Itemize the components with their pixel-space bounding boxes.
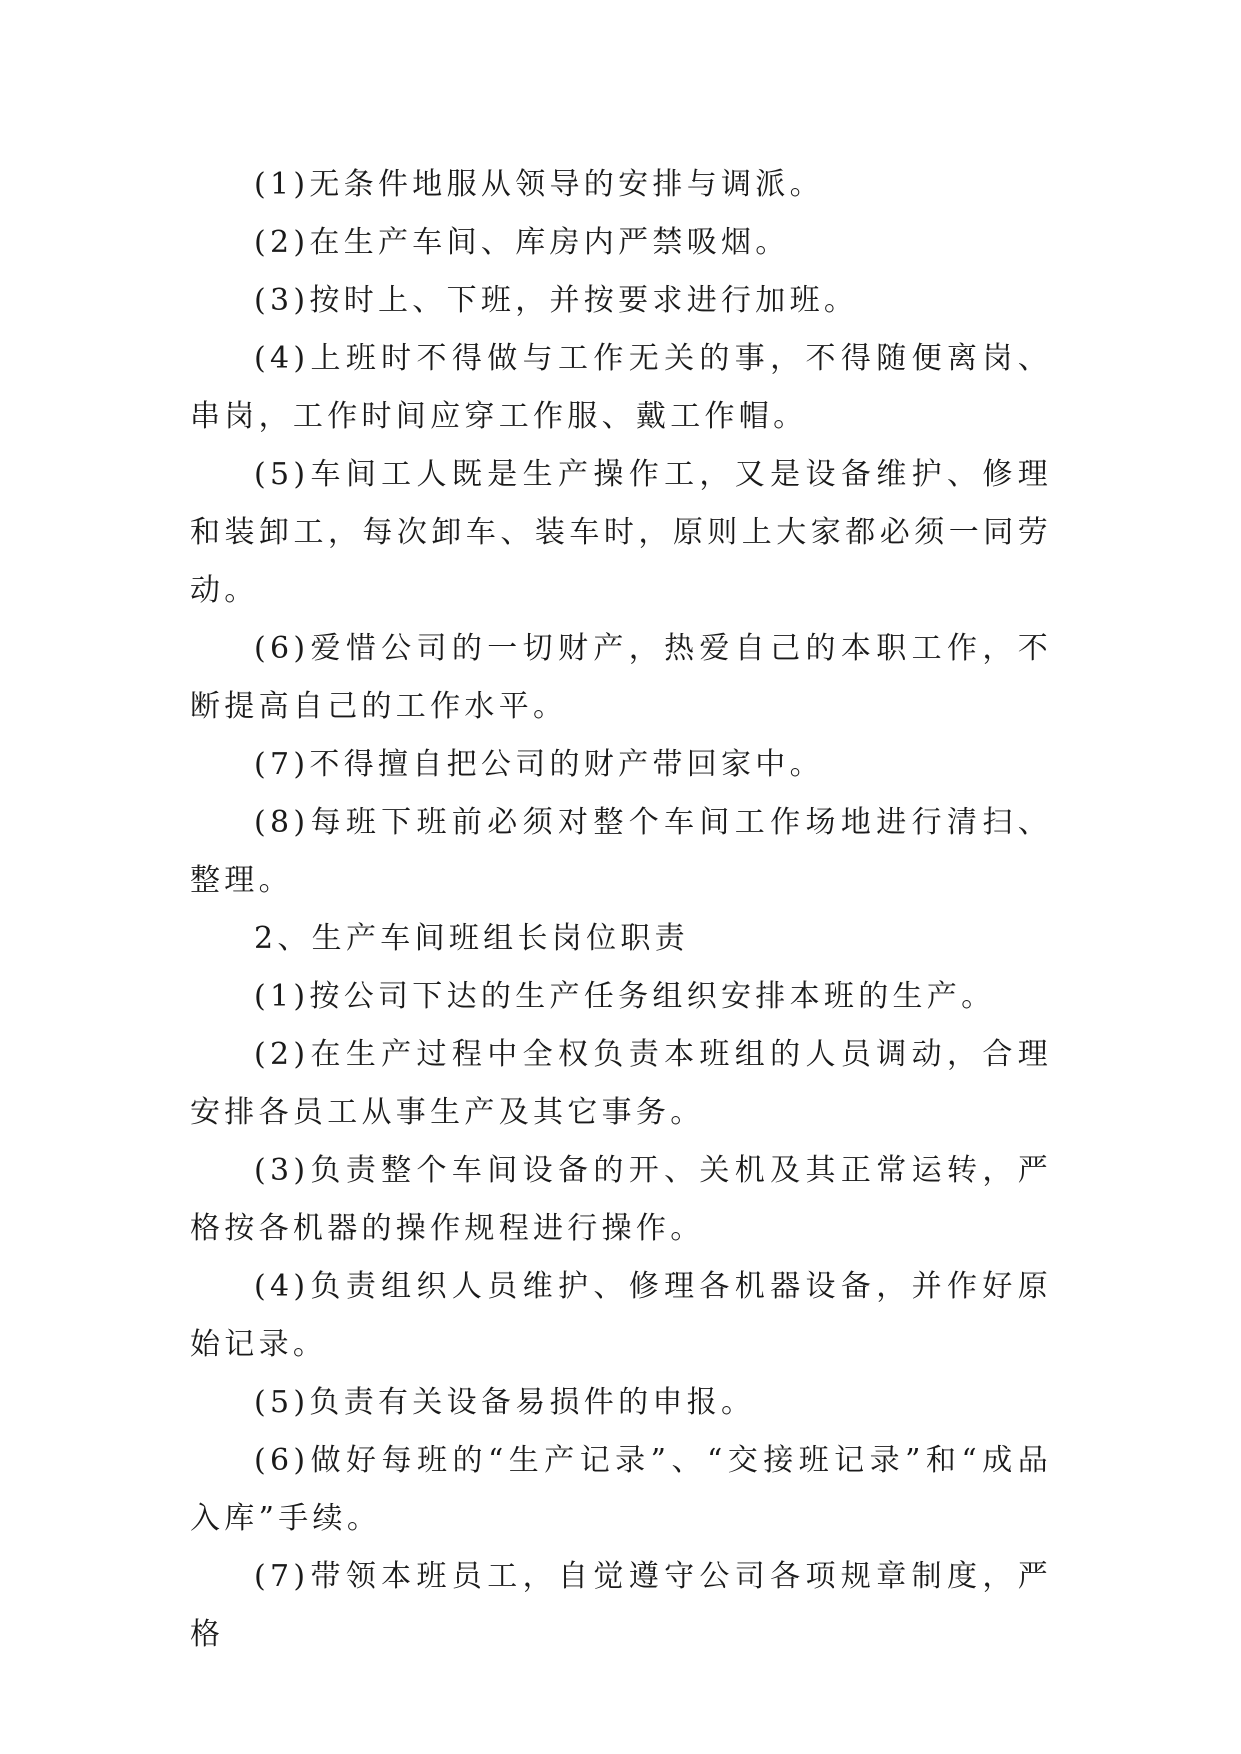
paragraph-leader-duty-5: (5)负责有关设备易损件的申报。 <box>254 1385 756 1420</box>
paragraph-duty-8: (8)每班下班前必须对整个车间工作场地进行清扫、整理。 <box>190 805 1052 898</box>
paragraph-duty-2: (2)在生产车间、库房内严禁吸烟。 <box>254 225 790 260</box>
paragraph-leader-duty-2: (2)在生产过程中全权负责本班组的人员调动，合理安排各员工从事生产及其它事务。 <box>190 1037 1052 1130</box>
paragraph-leader-duty-6: (6)做好每班的“生产记录”、“交接班记录”和“成品入库”手续。 <box>190 1443 1052 1536</box>
paragraph-leader-duty-7: (7)带领本班员工，自觉遵守公司各项规章制度，严格 <box>190 1559 1052 1652</box>
paragraph-leader-duty-1: (1)按公司下达的生产任务组织安排本班的生产。 <box>254 979 996 1014</box>
paragraph-duty-7: (7)不得擅自把公司的财产带回家中。 <box>254 747 824 782</box>
paragraph-duty-4: (4)上班时不得做与工作无关的事，不得随便离岗、串岗，工作时间应穿工作服、戴工作帽。 <box>190 341 1052 434</box>
paragraph-duty-1: (1)无条件地服从领导的安排与调派。 <box>254 167 824 202</box>
section-heading: 2、生产车间班组长岗位职责 <box>254 921 689 956</box>
document-body <box>190 156 1052 1664</box>
paragraph-leader-duty-4: (4)负责组织人员维护、修理各机器设备，并作好原始记录。 <box>190 1269 1052 1362</box>
paragraph-duty-3: (3)按时上、下班，并按要求进行加班。 <box>254 283 859 318</box>
paragraph-leader-duty-3: (3)负责整个车间设备的开、关机及其正常运转，严格按各机器的操作规程进行操作。 <box>190 1153 1052 1246</box>
paragraph-duty-5: (5)车间工人既是生产操作工，又是设备维护、修理和装卸工，每次卸车、装车时，原则上大家都必须一同劳动。 <box>190 457 1052 608</box>
paragraph-duty-6: (6)爱惜公司的一切财产，热爱自己的本职工作，不断提高自己的工作水平。 <box>190 631 1052 724</box>
